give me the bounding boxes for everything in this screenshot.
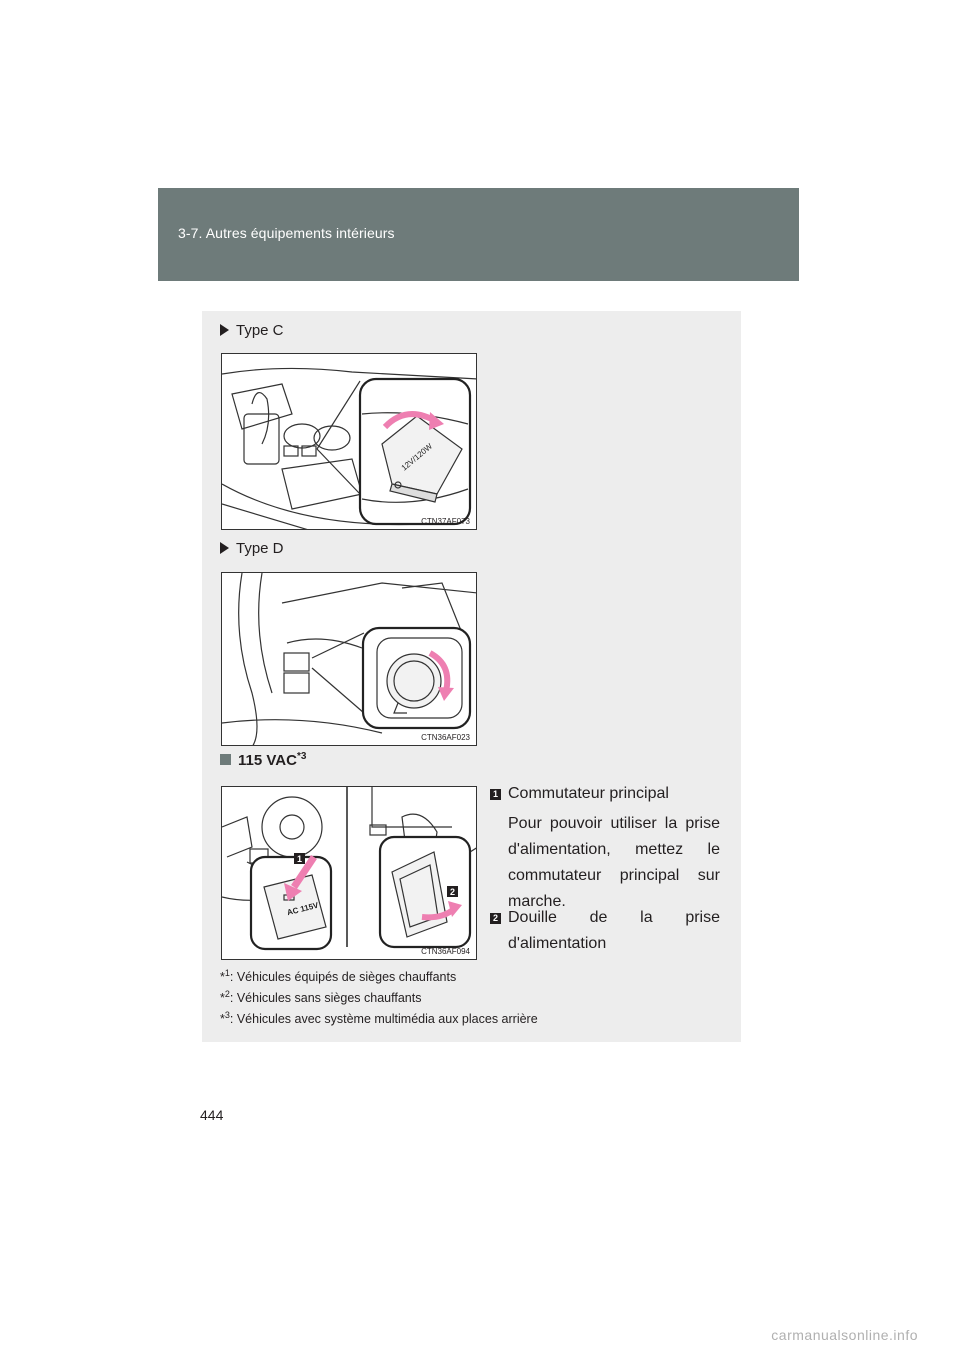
triangle-bullet-icon bbox=[220, 324, 229, 336]
item-number-badge: 1 bbox=[490, 789, 501, 800]
item-title: Commutateur principal bbox=[508, 785, 669, 802]
item-description: Pour pouvoir utiliser la prise d'alimentation, mettez le commutateur principal sur marche. bbox=[508, 815, 720, 910]
type-d-figure bbox=[221, 572, 477, 746]
footnote-3: *$^3$: Véhicules avec système multimédia aux places arrière bbox=[220, 1010, 538, 1027]
figure-code: CTN36AF094 bbox=[421, 947, 470, 956]
type-c-heading bbox=[220, 322, 284, 339]
callout-1: 1 bbox=[296, 854, 303, 864]
header-band bbox=[158, 188, 799, 281]
item-number-badge: 2 bbox=[490, 913, 501, 924]
type-d-heading bbox=[220, 540, 284, 557]
figure-code: CTN37AF073 bbox=[421, 517, 470, 526]
cargo-outlet-illustration bbox=[222, 573, 477, 746]
console-outlet-illustration bbox=[222, 354, 477, 530]
callout-2: 2 bbox=[449, 887, 456, 897]
power-rating-label: 12V/120W bbox=[399, 441, 435, 473]
item-title: Douille de la prise d'alimentation bbox=[508, 909, 720, 952]
footnote-1: *$^1$: Véhicules équipés de sièges chauffants bbox=[220, 968, 457, 985]
vac-heading-footnote-ref: *3 bbox=[296, 751, 307, 762]
triangle-bullet-icon bbox=[220, 542, 229, 554]
vac-item-2 bbox=[490, 905, 720, 957]
vac-item-1 bbox=[490, 781, 720, 915]
page-number: 444 bbox=[200, 1107, 224, 1123]
square-bullet-icon bbox=[220, 754, 231, 765]
watermark: carmanualsonline.info bbox=[771, 1327, 918, 1343]
figure-code: CTN36AF023 bbox=[421, 733, 470, 742]
ac-switch-label: AC 115V bbox=[286, 900, 320, 918]
type-c-figure bbox=[221, 353, 477, 530]
footnotes bbox=[220, 965, 538, 1028]
section-title: 3-7. Autres équipements intérieurs bbox=[178, 225, 395, 241]
type-c-heading-text: Type C bbox=[236, 322, 284, 339]
vac-heading-text: 115 VAC bbox=[238, 752, 297, 769]
vac-figure bbox=[221, 786, 477, 960]
type-d-heading-text: Type D bbox=[236, 540, 284, 557]
ac-outlet-illustration bbox=[222, 787, 477, 960]
vac-section-heading bbox=[220, 751, 306, 769]
footnote-2: *$^2$: Véhicules sans sièges chauffants bbox=[220, 989, 422, 1006]
